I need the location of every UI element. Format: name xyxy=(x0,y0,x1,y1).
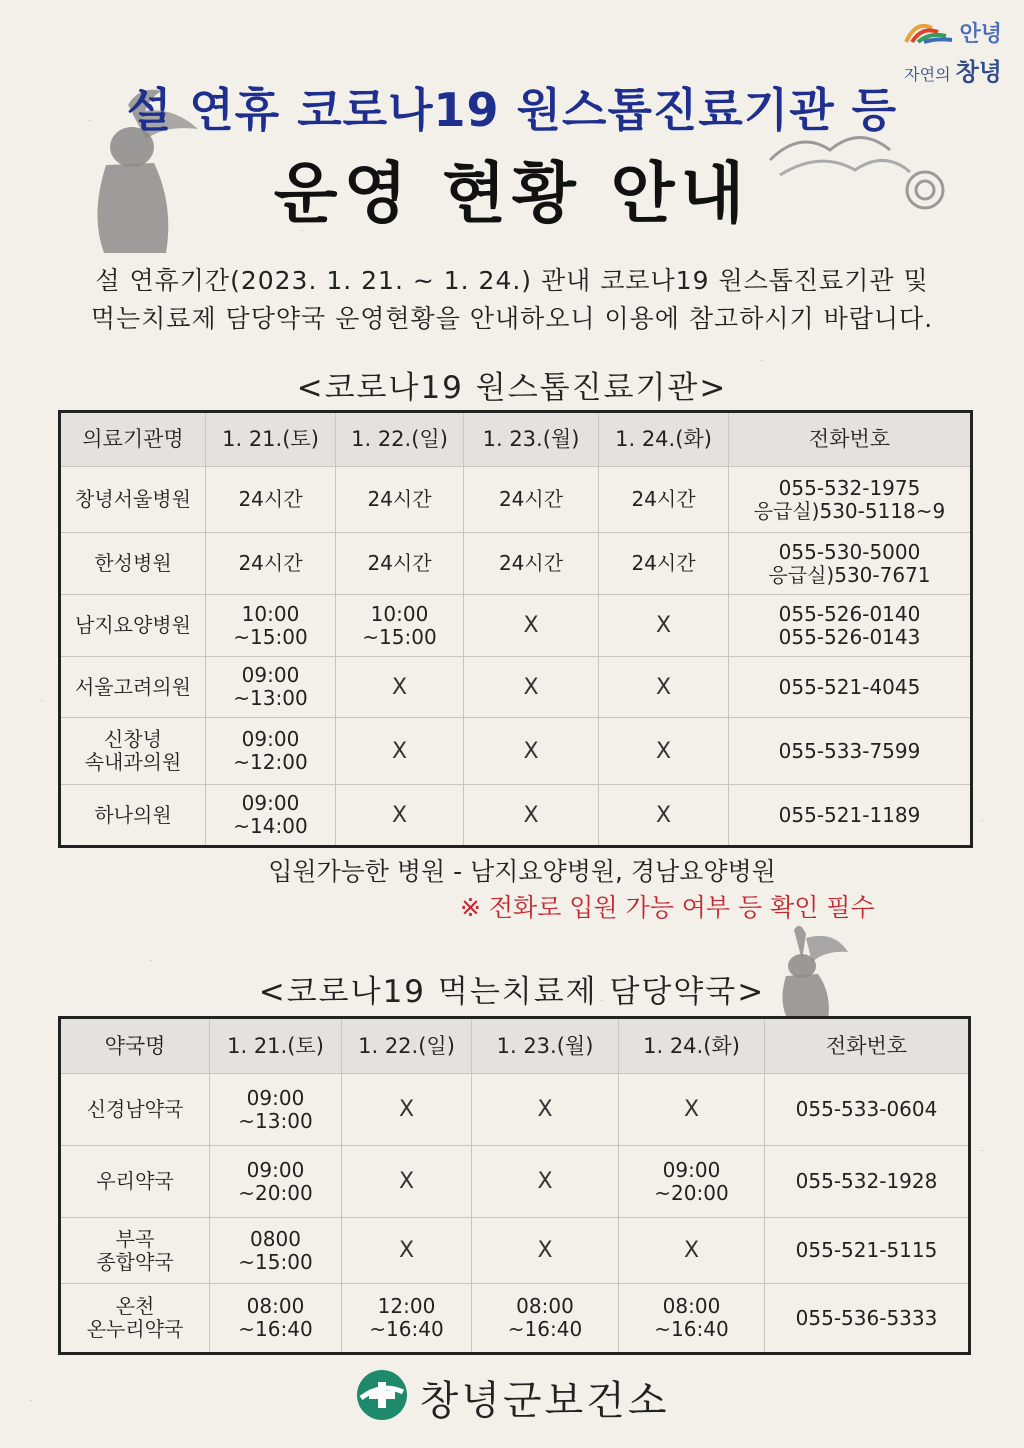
page-title-line2: 운영 현황 안내 xyxy=(273,155,751,232)
table-row xyxy=(60,1284,970,1354)
cell-text: ~13:00 xyxy=(238,1108,313,1133)
cell-text: 055-533-7599 xyxy=(778,738,921,763)
table-row xyxy=(60,718,972,785)
cell-text: 09:00 xyxy=(241,727,300,751)
table-cell xyxy=(210,1146,342,1218)
cell-text: 055-521-1189 xyxy=(778,802,921,827)
table-cell xyxy=(206,657,336,718)
table-cell xyxy=(464,467,599,533)
table-cell xyxy=(210,1074,342,1146)
table-cell xyxy=(729,657,972,718)
table-cell xyxy=(472,1074,619,1146)
column-header: 1. 23.(월) xyxy=(472,1018,619,1074)
table-cell xyxy=(472,1218,619,1284)
table-cell xyxy=(206,785,336,847)
cell-text: 남지요양병원 xyxy=(75,613,191,637)
cell-text: 09:00 xyxy=(246,1157,305,1182)
warning-note: ※ 전화로 입원 가능 여부 등 확인 필수 xyxy=(460,893,875,922)
table-cell xyxy=(464,657,599,718)
cell-text: 24시간 xyxy=(631,551,696,575)
column-header: 1. 24.(화) xyxy=(619,1018,765,1074)
table-cell xyxy=(60,1074,210,1146)
table-cell xyxy=(599,785,729,847)
table-cell xyxy=(464,718,599,785)
cell-text: 09:00 xyxy=(241,663,300,687)
column-header: 1. 22.(일) xyxy=(336,412,464,467)
table-cell xyxy=(472,1284,619,1354)
cell-text: 055-532-1975 xyxy=(778,475,921,500)
table-cell xyxy=(206,595,336,657)
logo-line2-emph: 창녕 xyxy=(955,58,1002,86)
cell-text: 055-526-0140 xyxy=(778,601,921,626)
column-header: 의료기관명 xyxy=(60,412,206,467)
cell-text: 24시간 xyxy=(498,487,564,511)
table-cell xyxy=(464,595,599,657)
closed-mark: X xyxy=(391,674,408,700)
cell-text: 055-521-5115 xyxy=(795,1238,938,1262)
column-header: 1. 21.(토) xyxy=(210,1018,342,1074)
cell-text: ~16:40 xyxy=(369,1317,444,1341)
closed-mark: X xyxy=(391,738,408,764)
table-cell xyxy=(206,718,336,785)
cell-text: 하나의원 xyxy=(94,802,172,827)
table-row xyxy=(60,1146,970,1218)
table-cell xyxy=(336,785,464,847)
table-cell xyxy=(729,533,972,595)
table-cell xyxy=(336,467,464,533)
cell-text: ~16:40 xyxy=(238,1317,313,1341)
closed-mark: X xyxy=(683,1238,700,1263)
table-cell xyxy=(619,1074,765,1146)
logo-line2-prefix: 자연의 xyxy=(904,65,951,84)
column-header: 1. 24.(화) xyxy=(599,412,729,467)
cell-text: ~15:00 xyxy=(233,624,308,649)
closed-mark: X xyxy=(655,738,672,764)
table-cell xyxy=(765,1074,970,1146)
cell-text: ~14:00 xyxy=(233,814,308,838)
column-header: 1. 21.(토) xyxy=(206,412,336,467)
table-cell xyxy=(729,718,972,785)
cell-text: 부곡 xyxy=(115,1226,155,1251)
cell-text: 055-521-4045 xyxy=(778,674,921,699)
cell-text: 24시간 xyxy=(498,551,564,575)
cell-text: 24시간 xyxy=(631,487,696,511)
column-header: 전화번호 xyxy=(729,412,972,467)
closed-mark: X xyxy=(398,1169,415,1194)
table-cell xyxy=(472,1146,619,1218)
table-row xyxy=(60,657,972,718)
table-cell xyxy=(336,595,464,657)
table-row xyxy=(60,467,972,533)
table-cell xyxy=(342,1074,472,1146)
closed-mark: X xyxy=(523,674,539,700)
health-center-emblem-icon xyxy=(355,1368,409,1426)
cell-text: ~16:40 xyxy=(654,1317,729,1341)
closed-mark: X xyxy=(523,738,539,764)
column-header: 1. 23.(월) xyxy=(464,412,599,467)
cell-text: 10:00 xyxy=(241,601,300,626)
cell-text: 055-530-5000 xyxy=(778,539,921,564)
cell-text: 055-533-0604 xyxy=(795,1097,938,1121)
table-cell xyxy=(210,1284,342,1354)
cell-text: 055-536-5333 xyxy=(795,1305,938,1330)
table-cell xyxy=(206,533,336,595)
table-cell xyxy=(729,467,972,533)
closed-mark: X xyxy=(391,802,408,828)
cell-text: 08:00 xyxy=(516,1294,574,1318)
cell-text: 24시간 xyxy=(367,551,432,575)
table-cell xyxy=(60,657,206,718)
table-cell xyxy=(464,785,599,847)
table-cell xyxy=(206,467,336,533)
cell-text: 창녕서울병원 xyxy=(75,487,191,511)
cell-text: 응급실)530-7671 xyxy=(768,562,931,587)
table-row xyxy=(60,785,972,847)
logo-line1: 안녕 xyxy=(959,21,1002,47)
pharmacies-table xyxy=(58,1016,971,1355)
clinics-header-row xyxy=(60,412,972,467)
closed-mark: X xyxy=(398,1097,415,1122)
table-cell xyxy=(619,1218,765,1284)
table-cell xyxy=(599,718,729,785)
cell-text: 0800 xyxy=(250,1226,301,1251)
table-cell xyxy=(210,1218,342,1284)
closed-mark: X xyxy=(655,802,672,828)
table-cell xyxy=(60,467,206,533)
table-row xyxy=(60,595,972,657)
table-cell xyxy=(60,1146,210,1218)
cell-text: 10:00 xyxy=(370,601,429,626)
table-cell xyxy=(599,595,729,657)
cell-text: 한성병원 xyxy=(94,551,172,575)
pharmacies-section-title: <코로나19 먹는치료제 담당약국> xyxy=(258,974,766,1010)
table-row xyxy=(60,1074,970,1146)
cell-text: 08:00 xyxy=(246,1294,305,1318)
closed-mark: X xyxy=(655,674,672,700)
table-cell xyxy=(729,785,972,847)
table-cell xyxy=(342,1284,472,1354)
cell-text: 055-526-0143 xyxy=(778,624,921,649)
cell-text: 속내과의원 xyxy=(84,750,182,774)
cell-text: 우리약국 xyxy=(96,1169,174,1193)
closed-mark: X xyxy=(655,613,672,638)
cell-text: 온누리약국 xyxy=(86,1317,184,1341)
footer-org-name: 창녕군보건소 xyxy=(419,1377,670,1424)
cell-text: ~12:00 xyxy=(233,750,308,774)
table-cell xyxy=(336,718,464,785)
clinics-table xyxy=(58,410,973,848)
cell-text: ~15:00 xyxy=(238,1249,313,1274)
table-cell xyxy=(60,533,206,595)
table-cell xyxy=(60,1218,210,1284)
table-cell xyxy=(599,467,729,533)
intro-text xyxy=(30,262,994,338)
cell-text: 09:00 xyxy=(241,791,300,815)
cell-text: 24시간 xyxy=(238,487,303,511)
closed-mark: X xyxy=(683,1097,700,1122)
table-cell xyxy=(60,785,206,847)
closed-mark: X xyxy=(523,802,539,828)
cell-text: 종합약국 xyxy=(96,1249,174,1274)
table-cell xyxy=(765,1284,970,1354)
brand-logo-icon xyxy=(902,14,954,50)
table-cell xyxy=(619,1284,765,1354)
cell-text: 055-532-1928 xyxy=(795,1169,938,1193)
table-cell xyxy=(342,1218,472,1284)
table-cell xyxy=(599,657,729,718)
cell-text: 08:00 xyxy=(662,1294,721,1318)
closed-mark: X xyxy=(537,1169,553,1194)
cell-text: 서울고려의원 xyxy=(75,674,191,699)
column-header: 전화번호 xyxy=(765,1018,970,1074)
clinics-section-title: <코로나19 원스톱진료기관> xyxy=(296,370,728,406)
cell-text: 응급실)530-5118~9 xyxy=(753,498,946,523)
table-cell xyxy=(336,533,464,595)
closed-mark: X xyxy=(523,613,539,638)
cell-text: 09:00 xyxy=(662,1157,721,1182)
pharmacies-header-row xyxy=(60,1018,970,1074)
closed-mark: X xyxy=(537,1097,553,1122)
cell-text: 신창녕 xyxy=(104,727,162,751)
table-cell xyxy=(60,1284,210,1354)
cell-text: 24시간 xyxy=(367,487,432,511)
cell-text: ~15:00 xyxy=(362,624,437,649)
table-cell xyxy=(464,533,599,595)
table-cell xyxy=(765,1146,970,1218)
cell-text: ~20:00 xyxy=(654,1180,729,1205)
column-header: 1. 22.(일) xyxy=(342,1018,472,1074)
table-cell xyxy=(342,1146,472,1218)
cell-text: ~13:00 xyxy=(233,686,308,710)
footer xyxy=(0,1368,1024,1426)
intro-line1: 설 연휴기간(2023. 1. 21. ~ 1. 24.) 관내 코로나19 원스톱진료기관 및 xyxy=(95,266,929,295)
table-cell xyxy=(60,718,206,785)
table-cell xyxy=(765,1218,970,1284)
cell-text: ~16:40 xyxy=(507,1317,583,1341)
table-cell xyxy=(336,657,464,718)
column-header: 약국명 xyxy=(60,1018,210,1074)
table-row xyxy=(60,1218,970,1284)
page-title-line1: 설 연휴 코로나19 원스톱진료기관 등 xyxy=(126,83,898,137)
closed-mark: X xyxy=(398,1238,415,1263)
cell-text: 12:00 xyxy=(377,1294,436,1318)
admission-note: 입원가능한 병원 - 남지요양병원, 경남요양병원 xyxy=(268,857,776,886)
closed-mark: X xyxy=(537,1238,553,1263)
table-cell xyxy=(619,1146,765,1218)
cell-text: 09:00 xyxy=(246,1085,305,1110)
cell-text: ~20:00 xyxy=(238,1180,313,1205)
table-cell xyxy=(729,595,972,657)
cell-text: 온천 xyxy=(115,1294,155,1318)
intro-line2: 먹는치료제 담당약국 운영현황을 안내하오니 이용에 참고하시기 바랍니다. xyxy=(90,304,934,333)
table-row xyxy=(60,533,972,595)
table-cell xyxy=(60,595,206,657)
cell-text: 신경남약국 xyxy=(86,1097,184,1121)
table-cell xyxy=(599,533,729,595)
cell-text: 24시간 xyxy=(238,551,303,575)
